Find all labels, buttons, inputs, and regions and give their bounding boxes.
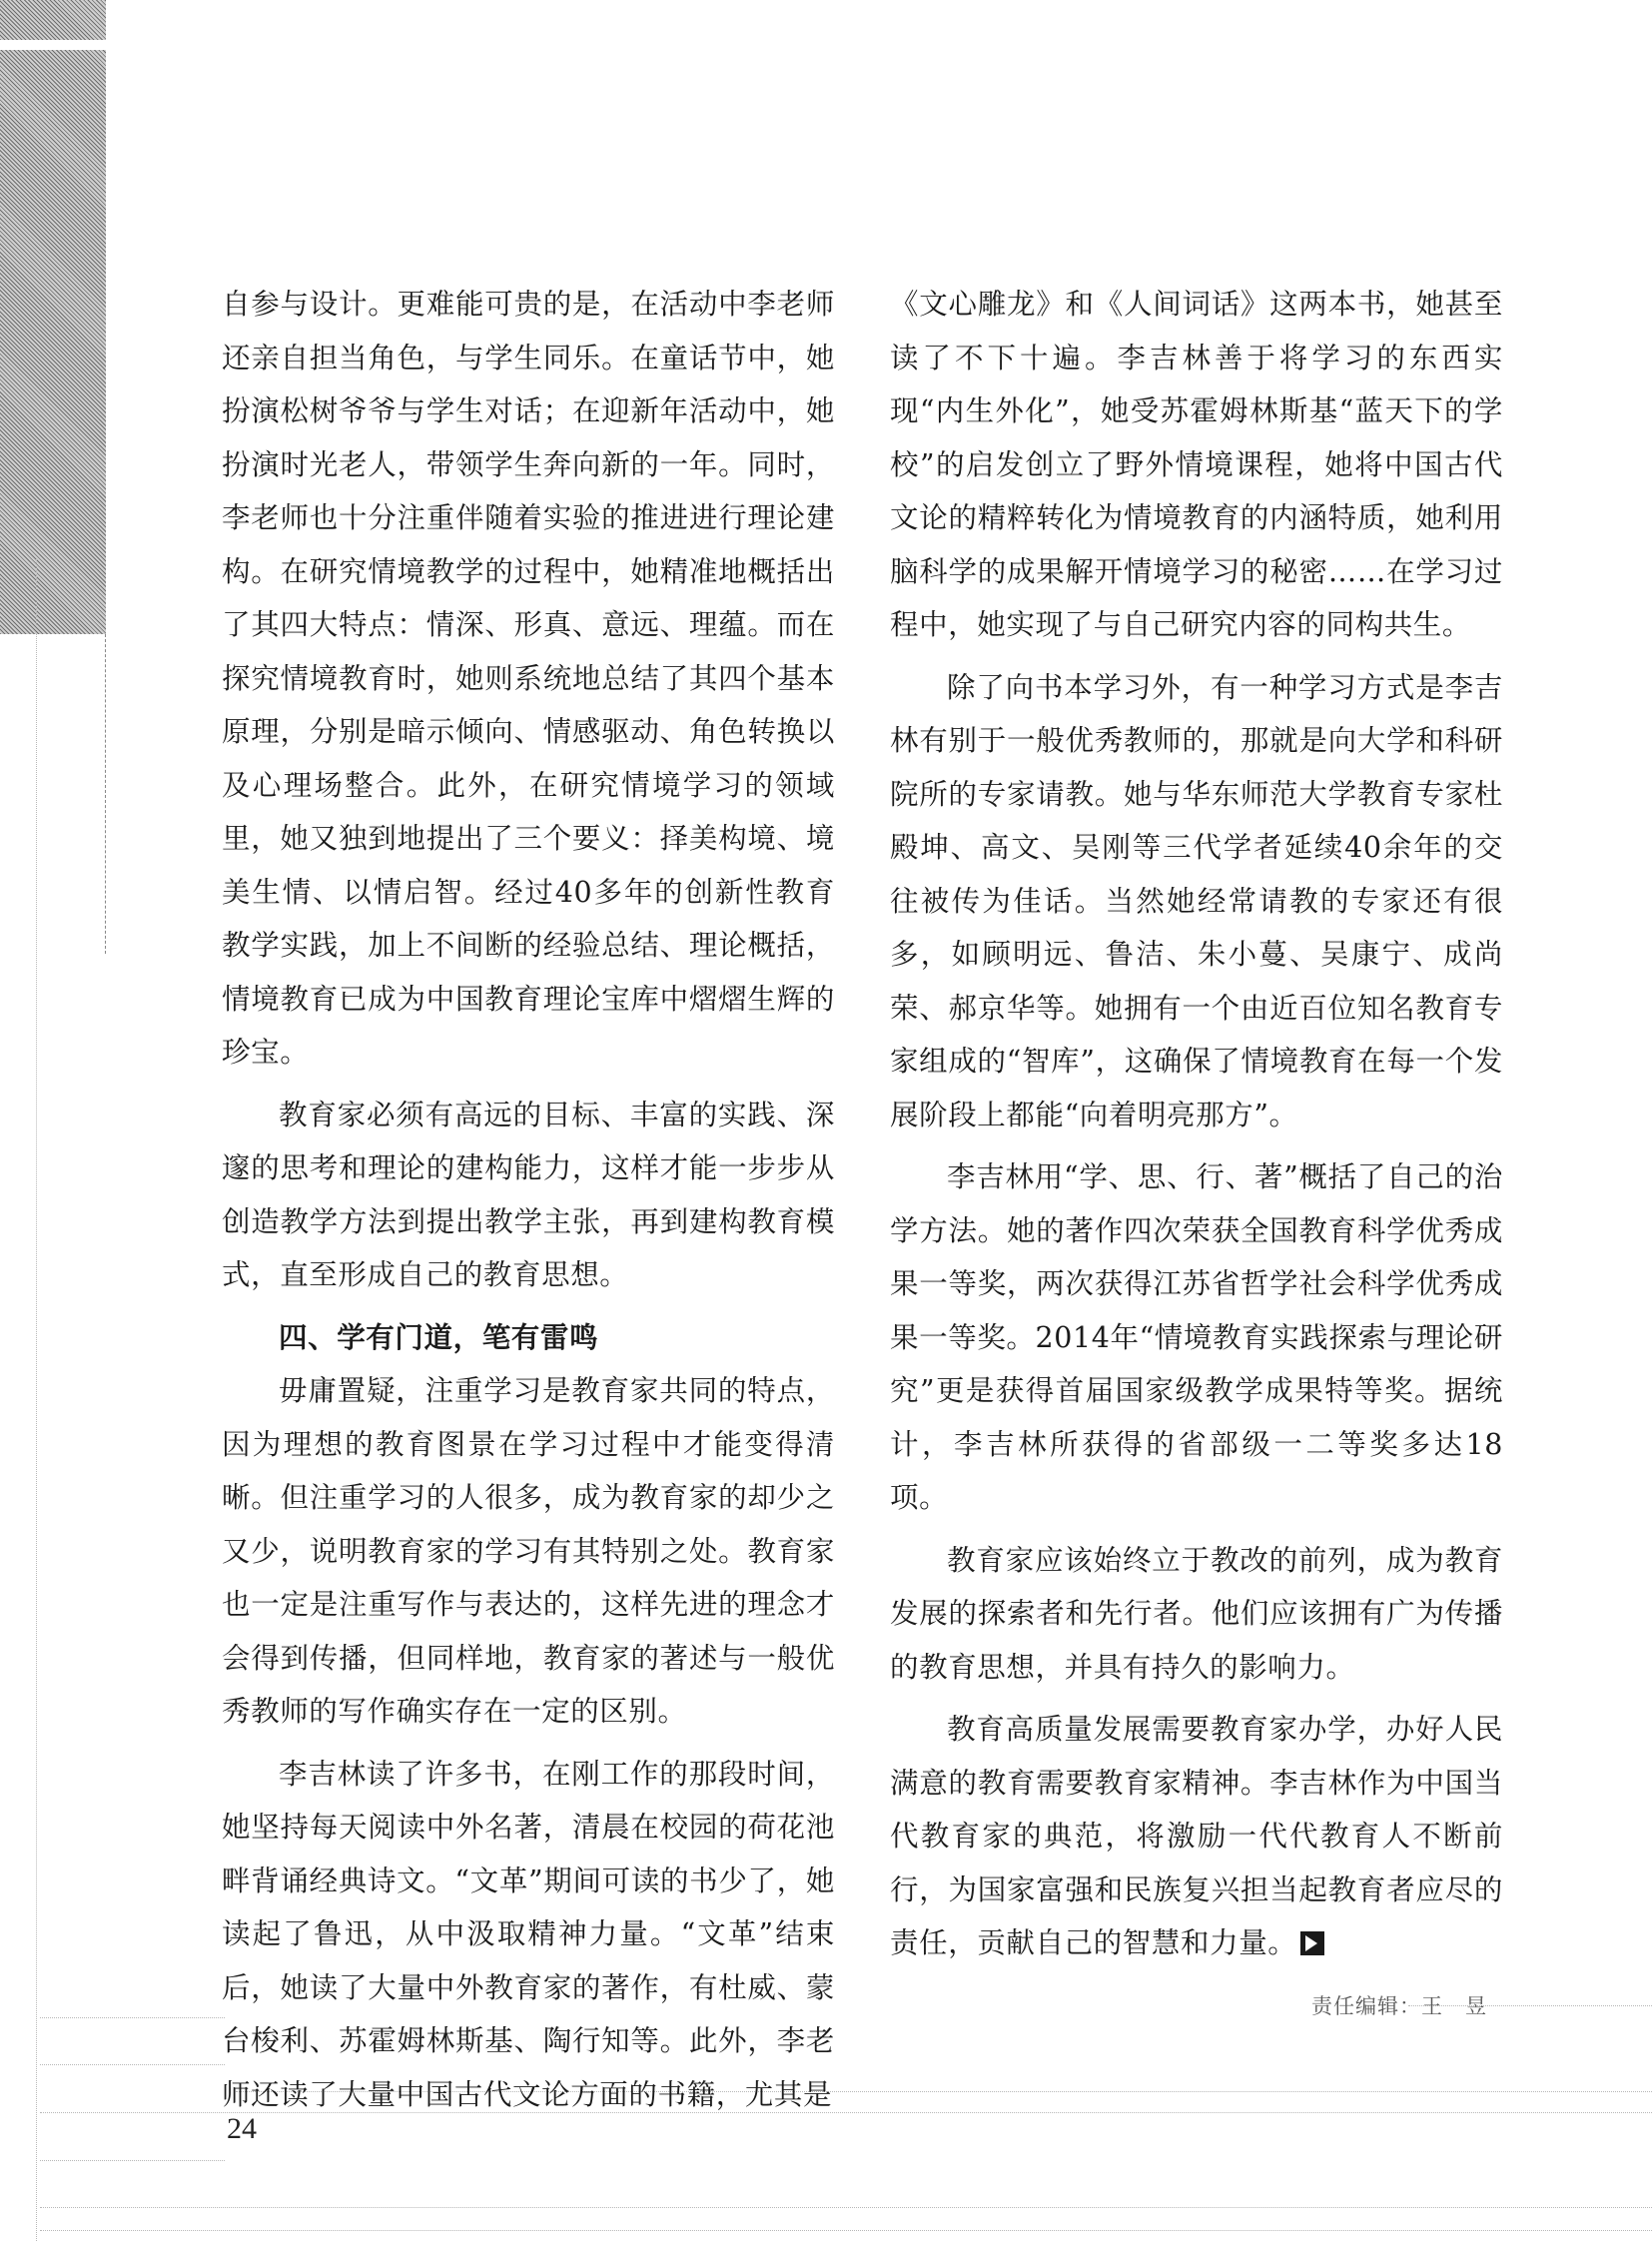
end-of-article-icon	[1300, 1931, 1324, 1955]
edge-decoration-bar-top	[0, 0, 106, 40]
edge-decoration-rule	[105, 634, 106, 954]
paragraph-continued: 《文心雕龙》和《人间词话》这两本书，她甚至读了不下十遍。李吉林善于将学习的东西实现“内生外化”，她受苏霍姆林斯基“蓝天下的学校”的启发创立了野外情境课程，她将中国古代文论的精粹转化为情境教育的内涵特质，她利用脑科学的成果解开情境学习的秘密……在学习过程中，她实现了与自己研究内容的同构共生。	[890, 288, 1503, 641]
paragraph: 李吉林读了许多书，在刚工作的那段时间，她坚持每天阅读中外名著，清晨在校园的荷花池畔背诵经典诗文。“文革”期间可读的书少了，她读起了鲁迅，从中汲取精神力量。“文革”结束后，她读了大量中外教育家的著作，有杜威、蒙台梭利、苏霍姆林斯基、陶行知等。此外，李老师还读了大量中国古代文论方面的书籍，尤其是	[222, 1757, 835, 2111]
article-column-right	[890, 278, 1503, 1979]
article-column-left	[222, 278, 835, 2130]
editor-credit: 责任编辑：王 昱	[1311, 1994, 1487, 2018]
page-number: 24	[227, 2112, 257, 2145]
paragraph: 李吉林用“学、思、行、著”概括了自己的治学方法。她的著作四次荣获全国教育科学优秀成果一等奖，两次获得江苏省哲学社会科学优秀成果一等奖。2014年“情境教育实践探索与理论研究”更是获得首届国家级教学成果特等奖。据统计，李吉林所获得的省部级一二等奖多达18项。	[890, 1160, 1503, 1514]
paragraph-final-text: 教育高质量发展需要教育家办学，办好人民满意的教育需要教育家精神。李吉林作为中国当代教育家的典范，将激励一代代教育人不断前行，为国家富强和民族复兴担当起教育者应尽的责任，贡献自己的智慧和力量。	[890, 1713, 1503, 1959]
paragraph-final	[890, 1703, 1503, 1970]
paragraph-continued: 自参与设计。更难能可贵的是，在活动中李老师还亲自担当角色，与学生同乐。在童话节中，她扮演松树爷爷与学生对话；在迎新年活动中，她扮演时光老人，带领学生奔向新的一年。同时，李老师也十分注重伴随着实验的推进进行理论建构。在研究情境教学的过程中，她精准地概括出了其四大特点：情深、形真、意远、理蕴。而在探究情境教育时，她则系统地总结了其四个基本原理，分别是暗示倾向、情感驱动、角色转换以及心理场整合。此外，在研究情境学习的领域里，她又独到地提出了三个要义：择美构境、境美生情、以情启智。经过40多年的创新性教育教学实践，加上不间断的经验总结、理论概括，情境教育已成为中国教育理论宝库中熠熠生辉的珍宝。	[222, 288, 835, 1069]
paragraph: 毋庸置疑，注重学习是教育家共同的特点，因为理想的教育图景在学习过程中才能变得清晰。但注重学习的人很多，成为教育家的却少之又少，说明教育家的学习有其特别之处。教育家也一定是注重写作与表达的，这样先进的理念才会得到传播，但同样地，教育家的著述与一般优秀教师的写作确实存在一定的区别。	[222, 1374, 835, 1728]
paragraph: 除了向书本学习外，有一种学习方式是李吉林有别于一般优秀教师的，那就是向大学和科研院所的专家请教。她与华东师范大学教育专家杜殿坤、高文、吴刚等三代学者延续40余年的交往被传为佳话。当然她经常请教的专家还有很多，如顾明远、鲁洁、朱小蔓、吴康宁、成尚荣、郝京华等。她拥有一个由近百位知名教育专家组成的“智库”，这确保了情境教育在每一个发展阶段上都能“向着明亮那方”。	[890, 670, 1503, 1131]
paragraph: 教育家必须有高远的目标、丰富的实践、深邃的思考和理论的建构能力，这样才能一步步从创造教学方法到提出教学主张，再到建构教育模式，直至形成自己的教育思想。	[222, 1098, 835, 1291]
paragraph: 教育家应该始终立于教改的前列，成为教育发展的探索者和先行者。他们应该拥有广为传播的教育思想，并具有持久的影响力。	[890, 1543, 1503, 1684]
edge-decoration-bar	[0, 50, 106, 634]
section-heading: 四、学有门道，笔有雷鸣	[279, 1320, 599, 1354]
